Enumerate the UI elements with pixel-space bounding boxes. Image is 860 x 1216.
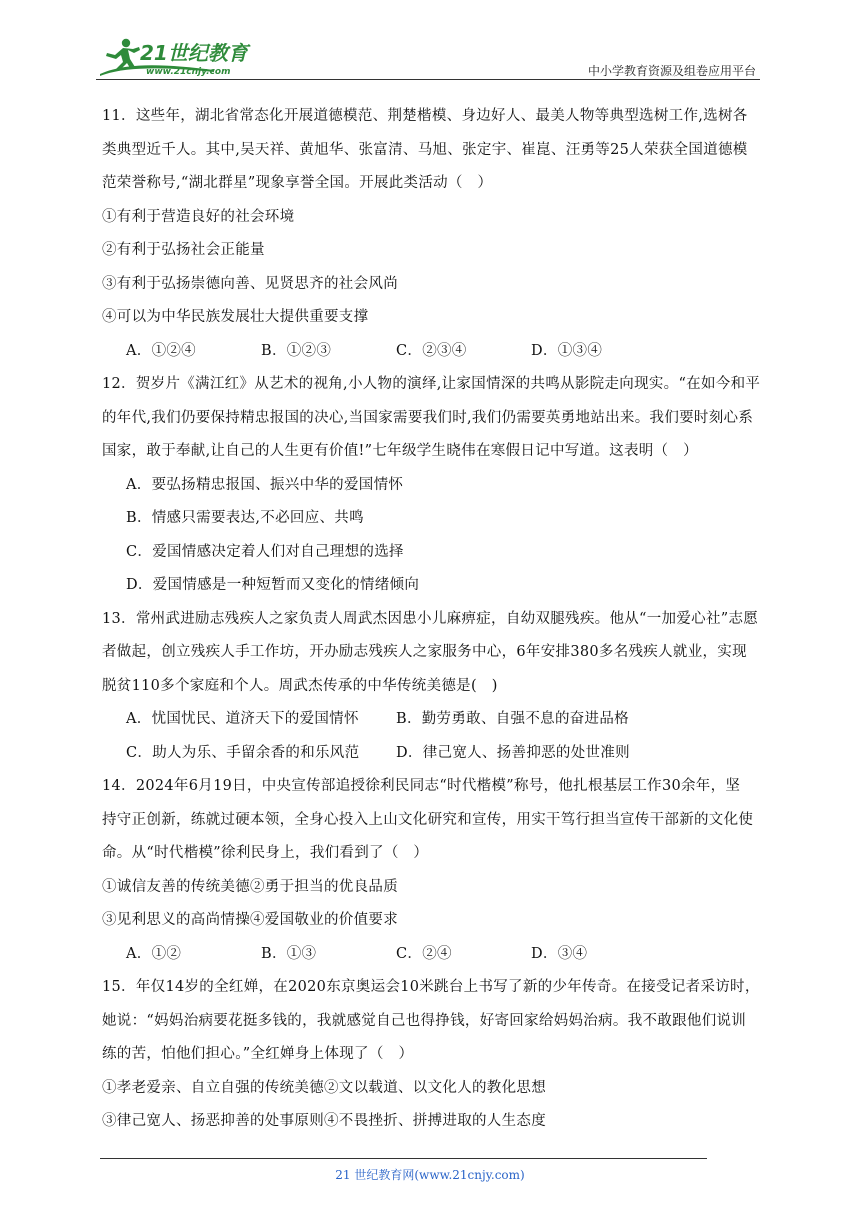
question-stem-line: 练的苦，怕他们担心。”全红婵身上体现了（ ） (102, 1046, 414, 1062)
answer-options (102, 938, 772, 972)
answer-options (102, 703, 772, 737)
option-b: B．①②③ (261, 342, 332, 359)
statement-item: ①有利于营造良好的社会环境 (102, 208, 295, 225)
page-header (96, 30, 760, 80)
header-divider (96, 79, 760, 80)
option-c: C．②④ (396, 945, 452, 962)
question-stem-line: 命。从“时代楷模”徐利民身上，我们看到了（ ） (102, 845, 429, 861)
logo-url: www.21cnjy.com (146, 67, 231, 77)
option-b: B．①③ (261, 945, 317, 962)
logo-text: 21世纪教育 (140, 41, 248, 65)
question-list (102, 100, 772, 1139)
option-c: C．助人为乐、手留余香的和乐风范 (126, 744, 360, 761)
question-stem-line: 持守正创新，练就过硬本领，全身心投入上山文化研究和宣传，用实干笃行担当宣传干部新的文化使 (102, 811, 754, 828)
question-stem-line: 15．年仅14岁的全红婵，在2020东京奥运会10米跳台上书写了新的少年传奇。在接受记者采访时， (102, 979, 760, 995)
statement-item: ③律己宽人、扬恶抑善的处事原则④不畏挫折、拼搏进取的人生态度 (102, 1113, 546, 1129)
footer-divider (100, 1158, 707, 1159)
logo (96, 34, 271, 78)
question-stem-line: 11．这些年，湖北省常态化开展道德模范、荆楚楷模、身边好人、最美人物等典型选树工作,选树各 (102, 108, 748, 124)
option-d: D．①③④ (531, 342, 603, 359)
option-c: C．爱国情感决定着人们对自己理想的选择 (126, 543, 404, 560)
option-c: C．②③④ (396, 342, 467, 359)
question-stem-line: 13．常州武进励志残疾人之家负责人周武杰因患小儿麻痹症，自幼双腿残疾。他从“一加爱心社”志愿 (102, 610, 759, 627)
platform-name: 中小学教育资源及组卷应用平台 (587, 64, 756, 78)
question-11 (102, 100, 772, 368)
option-a: A．①② (126, 945, 182, 962)
option-b: B．情感只需要表达,不必回应、共鸣 (126, 510, 364, 526)
question-stem-line: 类典型近千人。其中,吴天祥、黄旭华、张富清、马旭、张定宇、崔崑、汪勇等25人荣获全国道德模 (102, 141, 748, 158)
option-a: A．忧国忧民、道济天下的爱国情怀 (126, 711, 359, 727)
question-stem-line: 者做起，创立残疾人手工作坊，开办励志残疾人之家服务中心，6年安排380多名残疾人就业，实现 (102, 644, 747, 660)
footer-link[interactable]: 21 世纪教育网(www.21cnjy.com) (335, 1168, 525, 1182)
question-stem-line: 的年代,我们仍要保持精忠报国的决心,当国家需要我们时,我们仍需要英勇地站出来。我们要时刻心系 (102, 409, 754, 426)
question-12 (102, 368, 772, 603)
option-a: A．①②④ (126, 342, 196, 359)
statement-item: ④可以为中华民族发展壮大提供重要支撑 (102, 309, 369, 325)
question-stem-line: 范荣誉称号,“湖北群星”现象享誉全国。开展此类活动（ ） (102, 175, 493, 191)
answer-options (102, 737, 772, 771)
question-stem-line: 14．2024年6月19日，中央宣传部追授徐利民同志“时代楷模”称号，他扎根基层工作30余年，坚 (102, 778, 741, 794)
option-d: D．爱国情感是一种短暂而又变化的情绪倾向 (126, 577, 420, 593)
option-b: B．勤劳勇敢、自强不息的奋进品格 (396, 711, 629, 727)
statement-item: ③有利于弘扬崇德向善、见贤思齐的社会风尚 (102, 275, 398, 292)
option-d: D．③④ (531, 945, 588, 962)
statement-item: ②有利于弘扬社会正能量 (102, 242, 265, 258)
option-d: D．律己宽人、扬善抑恶的处世准则 (396, 744, 630, 761)
question-stem-line: 她说：“妈妈治病要花挺多钱的，我就感觉自己也得挣钱，好寄回家给妈妈治病。我不敢跟他们说训 (102, 1012, 747, 1029)
question-stem-line: 12．贺岁片《满江红》从艺术的视角,小人物的演绎,让家国情深的共鸣从影院走向现实。“在如今和平 (102, 376, 761, 392)
answer-options (102, 335, 772, 369)
question-stem-line: 脱贫110多个家庭和个人。周武杰传承的中华传统美德是( ) (102, 677, 498, 694)
option-a: A．要弘扬精忠报国、振兴中华的爱国情怀 (126, 476, 404, 493)
question-15 (102, 971, 772, 1139)
question-stem-line: 国家，敢于奉献,让自己的人生更有价值!”七年级学生晓伟在寒假日记中写道。这表明（ ） (102, 443, 698, 459)
question-14 (102, 770, 772, 971)
statement-item: ③见利思义的高尚情操④爱国敬业的价值要求 (102, 912, 398, 928)
statement-item: ①孝老爱亲、自立自强的传统美德②文以载道、以文化人的教化思想 (102, 1079, 546, 1096)
statement-item: ①诚信友善的传统美德②勇于担当的优良品质 (102, 878, 398, 895)
question-13 (102, 603, 772, 771)
